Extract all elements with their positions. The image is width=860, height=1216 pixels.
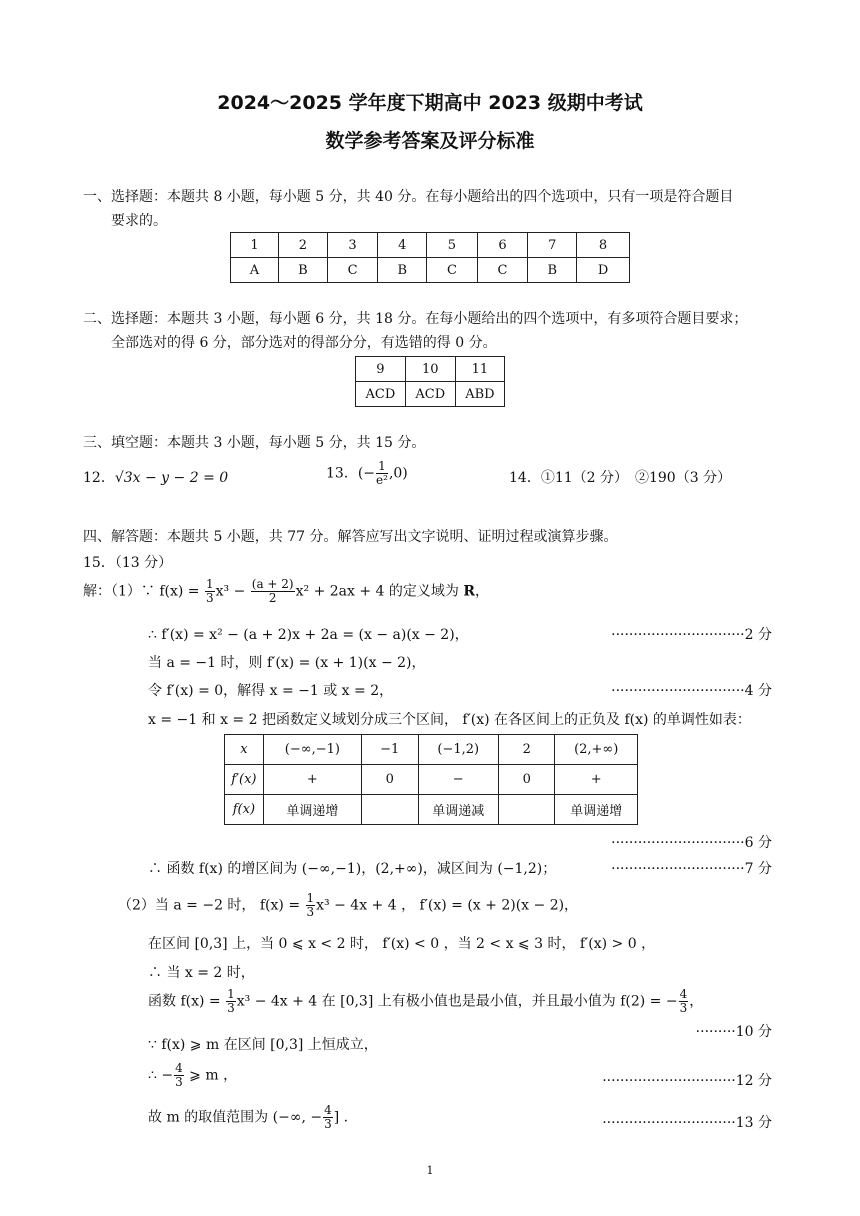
table-cell: A: [231, 258, 279, 283]
table-cell: ACD: [405, 382, 455, 407]
question-number: 13．: [326, 465, 358, 482]
score-value: 10 分: [735, 1024, 772, 1040]
table-cell: (2,+∞): [555, 735, 638, 765]
table-cell: B: [528, 258, 577, 283]
answer-12: [83, 467, 228, 487]
table-cell: ABD: [455, 382, 504, 407]
table-cell: 1: [231, 233, 279, 258]
denominator: 3: [227, 1001, 235, 1015]
score-mark: ······························13 分: [602, 1115, 772, 1131]
solution-text: ∴ −: [148, 1067, 174, 1084]
denominator: 3: [679, 1001, 688, 1015]
table-cell: 11: [455, 357, 504, 382]
numerator: (a + 2): [251, 577, 294, 591]
table-cell: 单调递增: [555, 795, 638, 825]
answer-14: 14．①11（2 分） ②190（3 分）: [509, 470, 732, 486]
table-cell: [361, 795, 418, 825]
table-cell: C: [327, 258, 378, 283]
fraction: [306, 892, 316, 919]
question-15-heading: 15．（13 分）: [83, 555, 173, 571]
solution-line: 当 a = −1 时，则 f′(x) = (x + 1)(x − 2)，: [148, 655, 426, 671]
table-cell: B: [278, 258, 327, 283]
section-2-heading: 二、选择题：本题共 3 小题，每小题 6 分，共 18 分。在每小题给出的四个选项中，有多项符合题目要求；: [83, 311, 748, 327]
answer-text: ,0): [388, 465, 408, 482]
table-cell: 9: [356, 357, 406, 382]
table-cell: 4: [378, 233, 427, 258]
table-cell: 3: [327, 233, 378, 258]
fraction: [226, 988, 236, 1015]
solution-text: ，: [475, 583, 489, 600]
table-cell: C: [427, 258, 478, 283]
table-cell: 单调递增: [263, 795, 361, 825]
solution-line: 令 f′(x) = 0，解得 x = −1 或 x = 2，: [148, 683, 394, 699]
question-number: 12．: [83, 470, 115, 486]
table-row: [356, 382, 505, 407]
table-row: [225, 795, 638, 825]
solution-text: ，: [689, 993, 704, 1010]
monotonicity-table: [224, 734, 638, 825]
table-cell: 2: [499, 735, 555, 765]
answer-13: [326, 460, 408, 487]
table-cell: +: [555, 765, 638, 795]
table-cell: C: [477, 258, 528, 283]
table-row: [356, 357, 505, 382]
numerator: 4: [175, 1061, 183, 1075]
table-cell: 0: [361, 765, 418, 795]
numerator: 1: [306, 891, 315, 905]
numerator: 1: [376, 460, 388, 474]
page-title: 2024～2025 学年度下期高中 2023 级期中考试: [217, 92, 643, 114]
denominator: 3: [306, 905, 315, 919]
table-cell: x: [225, 735, 264, 765]
solution-text: x³ −: [215, 583, 250, 600]
solution-text: ⩾ m ，: [184, 1067, 238, 1084]
numerator: 4: [324, 1103, 332, 1117]
solution-line: [83, 578, 489, 605]
section-1-answer-table: [230, 232, 630, 283]
table-cell: [499, 795, 555, 825]
table-cell: 6: [477, 233, 528, 258]
table-cell: 单调递减: [418, 795, 499, 825]
denominator: 2: [268, 591, 277, 605]
table-cell: +: [263, 765, 361, 795]
solution-line: 在区间 [0,3] 上，当 0 ⩽ x < 2 时， f′(x) < 0 ，当 2 < x ⩽ 3 时， f′(x) > 0 ，: [148, 936, 656, 952]
table-cell: B: [378, 258, 427, 283]
solution-text: x³ − 4x + 4 ， f′(x) = (x + 2)(x − 2)，: [316, 897, 579, 914]
table-cell: 7: [528, 233, 577, 258]
solution-text: 故 m 的取值范围为 (−∞, −: [148, 1109, 323, 1126]
fraction: [205, 578, 215, 605]
solution-text: 函数 f(x) =: [148, 993, 226, 1010]
score-value: 7 分: [744, 861, 772, 877]
score-mark: ······························6 分: [611, 835, 772, 851]
table-row: [225, 735, 638, 765]
table-cell: (−∞,−1): [263, 735, 361, 765]
score-mark: ······························12 分: [602, 1073, 772, 1089]
table-cell: ACD: [356, 382, 406, 407]
fraction: [174, 1062, 184, 1089]
solution-line: ∴ 函数 f(x) 的增区间为 (−∞,−1)，(2,+∞)，减区间为 (−1,2)；: [148, 861, 557, 877]
solution-line: [118, 892, 578, 919]
table-cell: 8: [577, 233, 630, 258]
table-cell: (−1,2): [418, 735, 499, 765]
solution-text: （2）当 a = −2 时， f(x) =: [118, 897, 305, 914]
table-cell: f′(x): [225, 765, 264, 795]
answer-text: √3x − y − 2 = 0: [114, 470, 229, 486]
score-mark: ······························2 分: [611, 627, 772, 643]
table-cell: 2: [278, 233, 327, 258]
solution-line: [148, 1104, 348, 1131]
section-3-heading: 三、填空题：本题共 3 小题，每小题 5 分，共 15 分。: [83, 435, 426, 451]
denominator: 3: [206, 591, 214, 605]
denominator: e²: [376, 473, 388, 487]
table-row: [231, 258, 630, 283]
section-1-heading: 一、选择题：本题共 8 小题，每小题 5 分，共 40 分。在每小题给出的四个选项中，只有一项是符合题目: [83, 189, 734, 205]
page-subtitle: 数学参考答案及评分标准: [325, 130, 535, 152]
table-row: [225, 765, 638, 795]
fraction: [323, 1104, 333, 1131]
table-cell: D: [577, 258, 630, 283]
score-value: 2 分: [744, 627, 772, 643]
table-cell: −: [418, 765, 499, 795]
solution-line: [148, 1062, 237, 1089]
solution-line: ∵ f(x) ⩾ m 在区间 [0,3] 上恒成立，: [148, 1037, 378, 1053]
table-row: [231, 233, 630, 258]
table-cell: 5: [427, 233, 478, 258]
solution-text: 解：（1）∵ f(x) =: [83, 583, 204, 600]
solution-text: x² + 2ax + 4 的定义域为: [295, 583, 464, 600]
table-cell: f(x): [225, 795, 264, 825]
table-cell: 0: [499, 765, 555, 795]
score-mark: ······························7 分: [611, 861, 772, 877]
solution-line: [148, 988, 703, 1015]
numerator: 1: [206, 577, 214, 591]
solution-line: ∴ 当 x = 2 时，: [148, 965, 255, 981]
table-cell: 10: [405, 357, 455, 382]
fraction: [679, 988, 689, 1015]
section-1-heading-cont: 要求的。: [111, 213, 167, 229]
section-4-heading: 四、解答题：本题共 5 小题，共 77 分。解答应写出文字说明、证明过程或演算步骤。: [83, 529, 618, 545]
solution-line: x = −1 和 x = 2 把函数定义域划分成三个区间， f′(x) 在各区间上的正负及 f(x) 的单调性如表：: [148, 712, 751, 728]
fraction: [251, 578, 295, 605]
answer-text: (−: [357, 465, 376, 482]
solution-text: ] .: [333, 1109, 349, 1126]
table-cell: −1: [361, 735, 418, 765]
score-mark: ······························4 分: [611, 683, 772, 699]
fraction: [376, 460, 388, 487]
solution-line: ∴ f′(x) = x² − (a + 2)x + 2a = (x − a)(x − 2)，: [148, 627, 469, 643]
score-value: 4 分: [744, 683, 772, 699]
section-2-answer-table: [355, 356, 505, 407]
section-2-heading-cont: 全部选对的得 6 分，部分选对的得部分分，有选错的得 0 分。: [111, 335, 497, 351]
score-mark: ·········10 分: [695, 1024, 772, 1040]
score-value: 12 分: [735, 1073, 772, 1089]
numerator: 1: [227, 987, 235, 1001]
numerator: 4: [679, 987, 688, 1001]
score-value: 6 分: [744, 835, 772, 851]
denominator: 3: [324, 1117, 332, 1131]
page-number: 1: [426, 1164, 434, 1177]
bold-symbol: R: [463, 583, 475, 600]
score-value: 13 分: [735, 1115, 772, 1131]
solution-text: x³ − 4x + 4 在 [0,3] 上有极小值也是最小值，并且最小值为 f(2) = −: [236, 993, 678, 1010]
denominator: 3: [175, 1075, 183, 1089]
